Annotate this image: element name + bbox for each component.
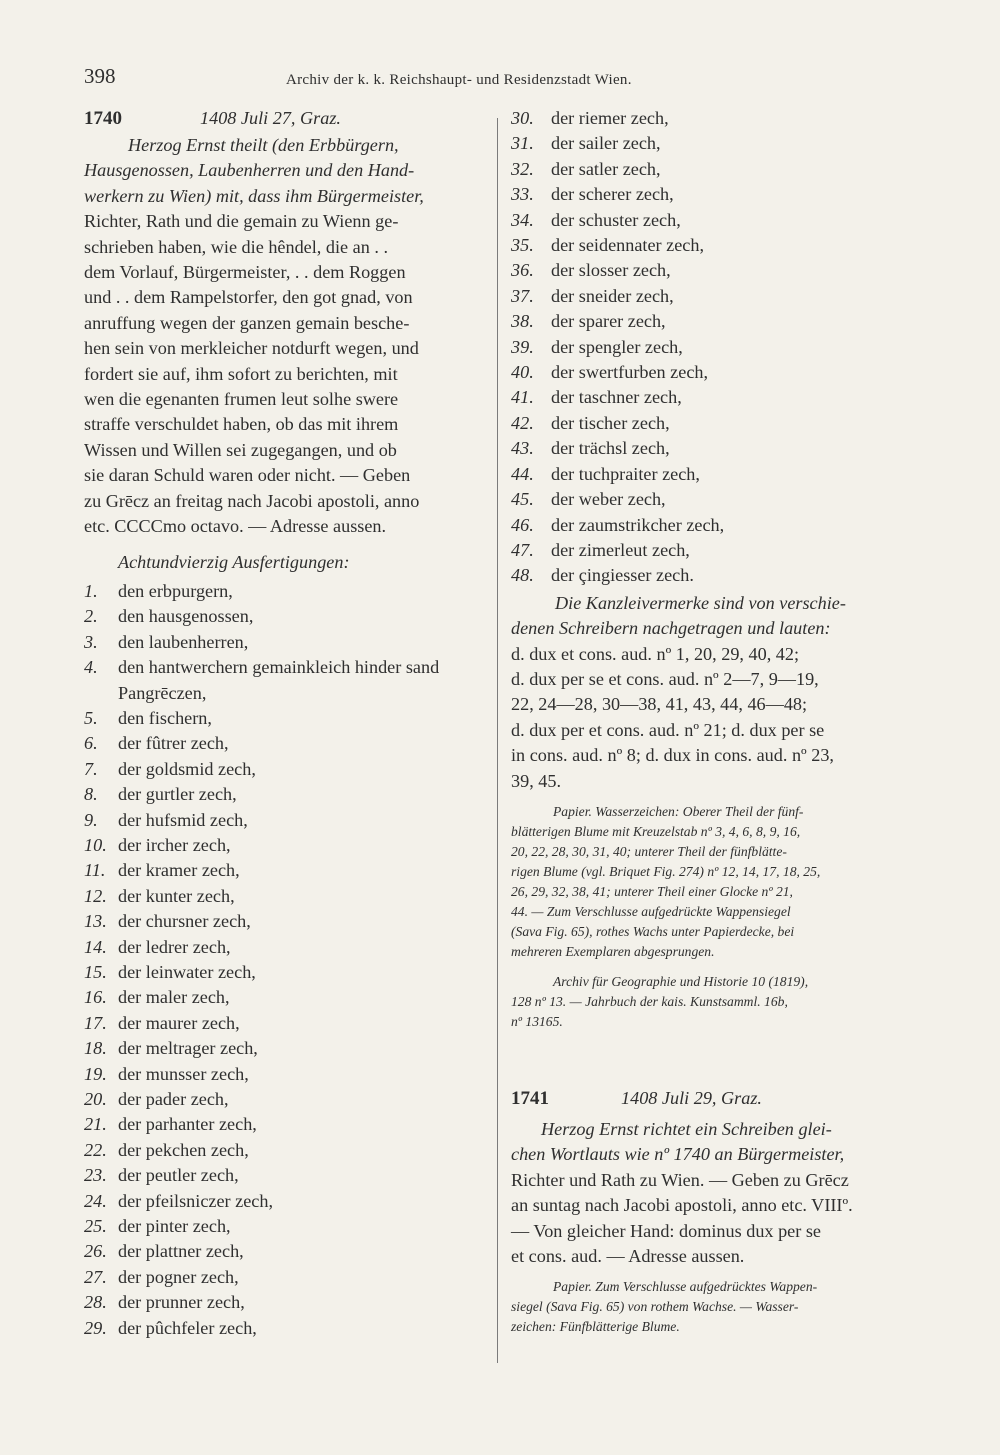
item-number: 38.	[511, 311, 534, 332]
item-text: der sailer zech,	[551, 133, 661, 154]
item-number: 29.	[84, 1317, 107, 1338]
item-number: 11.	[84, 860, 106, 881]
item-number: 41.	[511, 387, 534, 408]
item-text: der sneider zech,	[551, 285, 674, 306]
summary-line: anruffung wegen der ganzen gemain besche-	[84, 312, 410, 333]
note-line: mehreren Exemplaren abgesprungen.	[511, 943, 715, 959]
entry-1741	[511, 1086, 921, 1337]
chancery-notes	[511, 591, 921, 794]
list-item	[84, 579, 492, 604]
right-column	[511, 106, 921, 1337]
item-text: der pader zech,	[118, 1089, 229, 1110]
item-number: 20.	[84, 1089, 107, 1110]
list-item	[511, 462, 921, 487]
biblio-line: Archiv für Geographie und Historie 10 (1819),	[553, 973, 809, 989]
item-number: 26.	[84, 1241, 107, 1262]
entry-number: 1741	[511, 1087, 549, 1109]
chancery-line: d. dux per et cons. aud. nº 21; d. dux per se	[511, 719, 825, 740]
item-text: der fûtrer zech,	[118, 733, 229, 754]
list-item	[84, 1087, 492, 1112]
item-text: der slosser zech,	[551, 260, 671, 281]
list-item	[84, 706, 492, 731]
page-number: 398	[84, 64, 116, 88]
item-number: 28.	[84, 1292, 107, 1313]
item-text: den erbpurgern,	[118, 580, 233, 601]
note-line: 20, 22, 28, 30, 31, 40; unterer Theil der fünfblätte-	[511, 843, 787, 859]
summary-line: straffe verschuldet haben, ob das mit ihrem	[84, 414, 399, 435]
list-item	[511, 487, 921, 512]
item-number: 24.	[84, 1190, 107, 1211]
left-column	[84, 106, 492, 1341]
summary-line: Richter und Rath zu Wien. — Geben zu Grēcz	[511, 1169, 849, 1190]
paper-note	[511, 1277, 921, 1337]
summary-line: Herzog Ernst richtet ein Schreiben glei-	[541, 1118, 832, 1139]
chancery-line: denen Schreibern nachgetragen und lauten:	[511, 618, 831, 639]
item-number: 39.	[511, 336, 534, 357]
note-line: zeichen: Fünfblätterige Blume.	[511, 1319, 680, 1335]
item-number: 3.	[84, 631, 98, 652]
summary-line: fordert sie auf, ihm sofort zu berichten, mit	[84, 363, 398, 384]
item-number: 18.	[84, 1038, 107, 1059]
item-text: der ledrer zech,	[118, 936, 231, 957]
item-number: 14.	[84, 936, 107, 957]
list-item	[84, 731, 492, 756]
item-text: der plattner zech,	[118, 1241, 244, 1262]
note-line: 26, 29, 32, 38, 41; unterer Theil einer Glocke nº 21,	[511, 883, 793, 899]
item-text: der pûchfeler zech,	[118, 1317, 257, 1338]
note-line: blätterigen Blume mit Kreuzelstab nº 3, 4, 6, 8, 9, 16,	[511, 823, 801, 839]
item-number: 1.	[84, 580, 98, 601]
list-item	[511, 233, 921, 258]
list-item	[511, 335, 921, 360]
item-number: 16.	[84, 987, 107, 1008]
item-text: der sparer zech,	[551, 311, 666, 332]
item-number: 36.	[511, 260, 534, 281]
list-item	[84, 1138, 492, 1163]
item-text: der maler zech,	[118, 987, 230, 1008]
list-item	[84, 1163, 492, 1188]
item-number: 19.	[84, 1063, 107, 1084]
item-number: 37.	[511, 285, 534, 306]
copies-list-left	[84, 579, 492, 1341]
summary-line: schrieben haben, wie die hêndel, die an . .	[84, 236, 389, 257]
list-item	[84, 1189, 492, 1214]
summary-line: Herzog Ernst theilt (den Erbbürgern,	[128, 135, 399, 155]
chancery-line: 22, 24—28, 30—38, 41, 43, 44, 46—48;	[511, 694, 808, 715]
entry-1740-summary	[84, 133, 492, 540]
item-number: 8.	[84, 784, 98, 805]
item-number: 35.	[511, 235, 534, 256]
summary-line: Richter, Rath und die gemain zu Wienn ge-	[84, 211, 399, 232]
entry-date: 1408 Juli 27, Graz.	[200, 108, 341, 128]
item-text: der pinter zech,	[118, 1216, 231, 1237]
item-number: 4.	[84, 657, 98, 678]
item-number: 13.	[84, 911, 107, 932]
list-item	[84, 655, 492, 706]
item-number: 10.	[84, 834, 107, 855]
item-text: den fischern,	[118, 707, 212, 728]
summary-line: an suntag nach Jacobi apostoli, anno etc. VIIIº.	[511, 1195, 853, 1216]
item-number: 46.	[511, 514, 534, 535]
item-text: der chursner zech,	[118, 911, 251, 932]
list-item	[84, 985, 492, 1010]
list-item	[84, 1316, 492, 1341]
list-item	[511, 131, 921, 156]
list-item	[84, 1112, 492, 1137]
summary-line: und . . dem Rampelstorfer, den got gnad, von	[84, 287, 413, 308]
summary-line: werkern zu Wien) mit, dass ihm Bürgermeister,	[84, 185, 424, 206]
summary-line: Hausgenossen, Laubenherren und den Hand-	[84, 160, 415, 181]
item-number: 45.	[511, 489, 534, 510]
item-text: der swertfurben zech,	[551, 362, 709, 383]
chancery-line: Die Kanzleivermerke sind von verschie-	[555, 592, 846, 613]
item-number: 47.	[511, 539, 534, 560]
summary-line: dem Vorlauf, Bürgermeister, . . dem Roggen	[84, 262, 406, 283]
note-line: 44. — Zum Verschlusse aufgedrückte Wappensiegel	[511, 903, 791, 919]
list-item	[84, 960, 492, 985]
summary-line: chen Wortlauts wie nº 1740 an Bürgermeister,	[511, 1144, 845, 1165]
list-item	[511, 208, 921, 233]
item-text: der zimerleut zech,	[551, 539, 690, 560]
chancery-line: d. dux et cons. aud. nº 1, 20, 29, 40, 42;	[511, 643, 800, 664]
list-item	[84, 630, 492, 655]
item-number: 17.	[84, 1012, 107, 1033]
item-number: 48.	[511, 565, 534, 586]
list-item	[84, 1290, 492, 1315]
biblio-line: nº 13165.	[511, 1013, 563, 1029]
note-line: Papier. Zum Verschlusse aufgedrücktes Wappen-	[553, 1279, 818, 1295]
biblio-line: 128 nº 13. — Jahrbuch der kais. Kunstsamml. 16b,	[511, 993, 788, 1009]
item-text: der pogner zech,	[118, 1266, 239, 1287]
item-number: 32.	[511, 158, 534, 179]
item-number: 43.	[511, 438, 534, 459]
copies-list-right	[511, 106, 921, 589]
entry-number: 1740	[84, 108, 122, 129]
note-line: Papier. Wasserzeichen: Oberer Theil der fünf-	[553, 803, 804, 819]
entry-1741-heading	[511, 1086, 921, 1113]
item-number: 12.	[84, 885, 107, 906]
list-item	[84, 1036, 492, 1061]
item-number: 21.	[84, 1114, 107, 1135]
item-text: der gurtler zech,	[118, 784, 237, 805]
list-item	[84, 833, 492, 858]
summary-line: Wissen und Willen sei zugegangen, und ob	[84, 439, 397, 460]
list-item	[84, 604, 492, 629]
list-item	[84, 808, 492, 833]
item-text: der trächsl zech,	[551, 438, 670, 459]
entry-1740-heading	[84, 106, 492, 133]
summary-line: et cons. aud. — Adresse aussen.	[511, 1246, 745, 1266]
list-item	[84, 1265, 492, 1290]
list-item	[511, 436, 921, 461]
item-text: der munsser zech,	[118, 1063, 249, 1084]
list-item	[84, 1239, 492, 1264]
summary-line: zu Grēcz an freitag nach Jacobi apostoli, anno	[84, 490, 420, 511]
note-line: siegel (Sava Fig. 65) von rothem Wachse. — Wasser-	[511, 1299, 799, 1315]
entry-date: 1408 Juli 29, Graz.	[621, 1087, 762, 1108]
item-text: der kramer zech,	[118, 860, 240, 881]
list-item	[511, 411, 921, 436]
list-item	[84, 1011, 492, 1036]
item-text: den hausgenossen,	[118, 606, 254, 627]
list-item	[511, 182, 921, 207]
list-item	[511, 258, 921, 283]
item-number: 44.	[511, 463, 534, 484]
bibliography-note	[511, 972, 921, 1032]
item-text: der çingiesser zech.	[551, 565, 694, 586]
running-title: Archiv der k. k. Reichshaupt- und Residenzstadt Wien.	[286, 72, 632, 88]
item-number: 33.	[511, 184, 534, 205]
item-text: der pfeilsniczer zech,	[118, 1190, 274, 1211]
item-text: der zaumstrikcher zech,	[551, 514, 725, 535]
list-item	[84, 1214, 492, 1239]
note-line: (Sava Fig. 65), rothes Wachs unter Papierdecke, bei	[511, 923, 795, 939]
summary-line: wen die egenanten frumen leut solhe swere	[84, 389, 399, 410]
item-number: 6.	[84, 733, 98, 754]
item-text: der taschner zech,	[551, 387, 682, 408]
list-item	[511, 538, 921, 563]
item-text: der parhanter zech,	[118, 1114, 257, 1135]
chancery-line: in cons. aud. nº 8; d. dux in cons. aud. nº 23,	[511, 745, 834, 766]
item-text: der tischer zech,	[551, 412, 670, 433]
item-text: der leinwater zech,	[118, 962, 256, 982]
entry-1741-summary	[511, 1117, 921, 1269]
list-item	[511, 360, 921, 385]
item-number: 2.	[84, 606, 98, 627]
item-text: der satler zech,	[551, 158, 661, 179]
page-header	[84, 64, 724, 90]
item-text: den hantwerchern gemainkleich hinder sand Pangrēczen,	[118, 657, 440, 703]
list-item	[511, 309, 921, 334]
item-number: 9.	[84, 809, 98, 830]
item-text: der spengler zech,	[551, 336, 683, 357]
item-number: 40.	[511, 362, 534, 383]
item-number: 34.	[511, 209, 534, 230]
list-item	[511, 563, 921, 588]
column-divider	[497, 118, 498, 1363]
chancery-line: 39, 45.	[511, 770, 562, 791]
item-text: der maurer zech,	[118, 1012, 240, 1033]
item-text: der seidennater zech,	[551, 235, 704, 256]
paper-note	[511, 802, 921, 962]
item-number: 5.	[84, 707, 98, 728]
item-number: 7.	[84, 758, 98, 779]
list-item	[511, 157, 921, 182]
item-text: der tuchpraiter zech,	[551, 463, 700, 484]
item-text: der ircher zech,	[118, 834, 231, 855]
summary-line: etc. CCCCmo octavo. — Adresse aussen.	[84, 516, 387, 537]
list-item	[84, 935, 492, 960]
item-number: 42.	[511, 412, 534, 433]
item-text: der schuster zech,	[551, 209, 681, 230]
summary-line: hen sein von merkleicher notdurft wegen, und	[84, 338, 419, 359]
item-number: 30.	[511, 108, 534, 128]
item-text: der prunner zech,	[118, 1292, 245, 1313]
item-text: der hufsmid zech,	[118, 809, 248, 830]
list-item	[511, 385, 921, 410]
chancery-line: d. dux per se et cons. aud. nº 2—7, 9—19,	[511, 668, 819, 689]
item-text: der meltrager zech,	[118, 1038, 258, 1059]
list-item	[84, 909, 492, 934]
item-text: der scherer zech,	[551, 184, 674, 205]
item-text: den laubenherren,	[118, 631, 249, 652]
item-text: der goldsmid zech,	[118, 758, 256, 779]
item-number: 27.	[84, 1266, 107, 1287]
item-text: der peutler zech,	[118, 1165, 239, 1186]
list-item	[511, 284, 921, 309]
list-item	[511, 106, 921, 131]
item-number: 31.	[511, 133, 534, 154]
list-item	[84, 858, 492, 883]
item-number: 23.	[84, 1165, 107, 1186]
item-text: der weber zech,	[551, 489, 666, 510]
item-text: der riemer zech,	[551, 108, 669, 128]
list-item	[84, 1062, 492, 1087]
note-line: rigen Blume (vgl. Briquet Fig. 274) nº 12, 14, 17, 18, 25,	[511, 863, 821, 879]
list-item	[84, 782, 492, 807]
summary-line: sie daran Schuld waren oder nicht. — Geben	[84, 465, 411, 486]
copies-heading: Achtundvierzig Ausfertigungen:	[118, 551, 350, 572]
list-item	[511, 513, 921, 538]
list-item	[84, 884, 492, 909]
item-text: der kunter zech,	[118, 885, 235, 906]
item-number: 25.	[84, 1216, 107, 1237]
item-number: 15.	[84, 962, 107, 982]
item-number: 22.	[84, 1139, 107, 1160]
summary-line: — Von gleicher Hand: dominus dux per se	[511, 1220, 821, 1241]
list-item	[84, 757, 492, 782]
item-text: der pekchen zech,	[118, 1139, 249, 1160]
